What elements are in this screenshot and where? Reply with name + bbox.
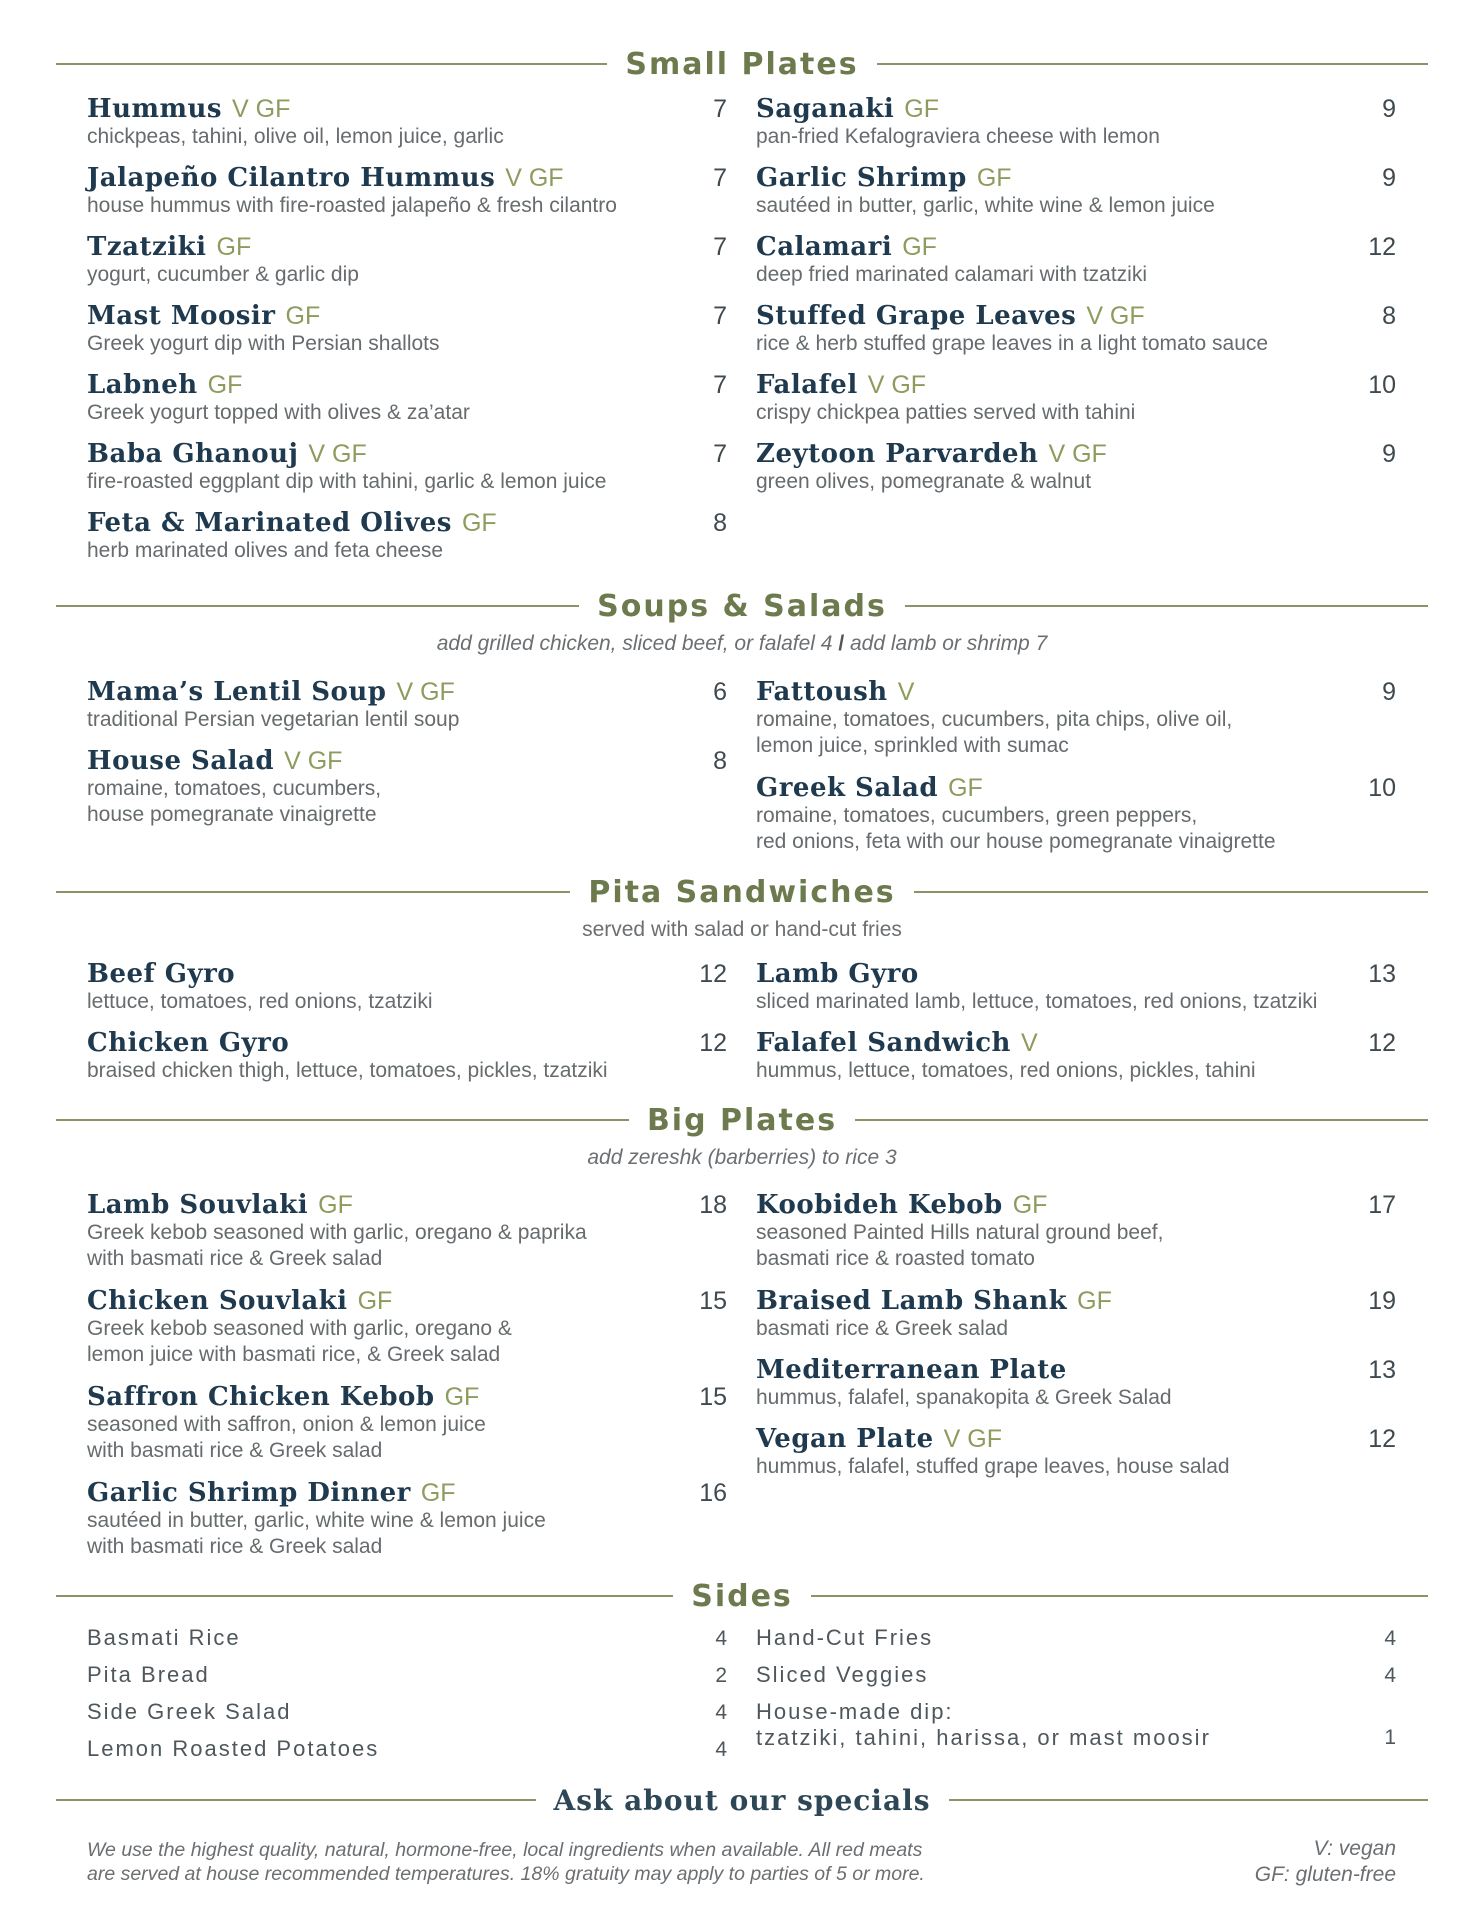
note-separator: / [838,632,845,655]
dietary-tags: V GF [284,747,343,775]
rule-line [56,1119,629,1121]
side-price: 4 [715,1627,727,1650]
item-description: rice & herb stuffed grape leaves in a light tomato sauce [756,332,1269,355]
side-price: 2 [715,1664,727,1687]
item-name: Lamb Souvlaki [87,1190,309,1220]
dietary-tags: GF [444,1383,480,1411]
note-part-a: add grilled chicken, sliced beef, or falafel 4 [436,632,833,655]
menu-item-row [87,94,727,124]
menu-item [756,163,1396,219]
item-price: 12 [1368,1425,1396,1453]
menu-item-row [87,746,727,776]
rule-line [914,891,1428,893]
side-item [87,1662,727,1699]
section-title: Ask about our specials [553,1783,931,1817]
dietary-tags: GF [357,1287,393,1315]
item-name: Beef Gyro [87,959,236,989]
footer-disclaimer [87,1838,1087,1886]
menu-item-row [87,1286,727,1316]
item-description: sliced marinated lamb, lettuce, tomatoes, red onions, tzatziki [756,990,1318,1013]
menu-item-row [756,232,1396,262]
dietary-tags: V [1020,1029,1038,1057]
item-price: 13 [1368,1356,1396,1384]
item-description: hummus, falafel, spanakopita & Greek Salad [756,1386,1172,1409]
item-name: Garlic Shrimp [756,163,967,193]
item-name: Braised Lamb Shank [756,1286,1068,1316]
item-price: 13 [1368,960,1396,988]
menu-item [756,1190,1396,1272]
side-item [87,1736,727,1773]
dietary-tags: V GF [1086,302,1145,330]
item-price: 10 [1368,371,1396,399]
menu-item [87,508,727,564]
item-price: 12 [1368,1029,1396,1057]
dietary-tags: V GF [943,1425,1002,1453]
menu-item-row [756,1028,1396,1058]
side-name [756,1625,933,1651]
item-description: red onions, feta with our house pomegranate vinaigrette [756,830,1276,853]
item-description: traditional Persian vegetarian lentil soup [87,708,460,731]
menu-item-row [87,370,727,400]
rule-line [56,1595,673,1597]
menu-item-row [756,1355,1396,1385]
item-name: Garlic Shrimp Dinner [87,1478,411,1508]
menu-item-row [87,1478,727,1508]
section-title: Soups & Salads [597,588,887,624]
item-name: Fattoush [756,677,888,707]
menu-item-row [756,1286,1396,1316]
menu-item [756,1355,1396,1411]
menu-item-row [756,439,1396,469]
legend-gluten-free: GF: gluten-free [1254,1863,1396,1886]
item-description: house hummus with fire-roasted jalapeño & fresh cilantro [87,194,617,217]
item-description: lemon juice, sprinkled with sumac [756,734,1069,757]
side-price: 1 [1384,1726,1396,1749]
side-name [87,1699,291,1725]
rule-line [56,891,570,893]
side-name-line: Pita Bread [87,1662,210,1687]
menu-item [756,301,1396,357]
dietary-tags: GF [318,1191,353,1219]
side-name-line: Side Greek Salad [87,1699,292,1724]
sides-right [756,1625,1396,1751]
item-name: Saffron Chicken Kebob [87,1382,435,1412]
menu-item-row [87,232,727,262]
legend-vegan: V: vegan [1313,1837,1396,1860]
item-description: fire-roasted eggplant dip with tahini, garlic & lemon juice [87,470,607,493]
item-price: 7 [713,164,727,192]
menu-item-row [87,677,727,707]
side-item [756,1662,1396,1699]
item-name: Chicken Souvlaki [87,1286,348,1316]
side-price: 4 [1384,1627,1396,1650]
dietary-tags: GF [1077,1287,1112,1315]
dietary-tags: GF [902,233,937,261]
section-header-big-plates [56,1100,1428,1140]
menu-item-row [87,439,727,469]
item-price: 10 [1368,774,1396,802]
section-title: Big Plates [646,1102,838,1138]
menu-item-row [87,959,727,989]
item-description: romaine, tomatoes, cucumbers, green peppers, [756,804,1198,827]
menu-item [756,959,1396,1015]
menu-item [756,370,1396,426]
item-name: Calamari [756,232,893,262]
item-description: Greek yogurt topped with olives & za’atar [87,401,470,424]
menu-item [87,163,727,219]
item-name: Chicken Gyro [87,1028,290,1058]
menu-item-row [87,301,727,331]
item-description: hummus, lettuce, tomatoes, red onions, pickles, tahini [756,1059,1256,1082]
item-name: House Salad [87,746,275,776]
item-description: romaine, tomatoes, cucumbers, pita chips, olive oil, [756,708,1233,731]
item-name: Jalapeño Cilantro Hummus [87,163,496,193]
section-header-soups-salads [56,586,1428,626]
dietary-tags: V [897,678,915,706]
side-item [87,1699,727,1736]
section-header-pita [56,872,1428,912]
dietary-tags: GF [904,95,940,123]
side-item [756,1625,1396,1662]
menu-item-row [756,301,1396,331]
item-price: 8 [1382,302,1396,330]
item-description: chickpeas, tahini, olive oil, lemon juice, garlic [87,125,504,148]
big-plates-note: add zereshk (barberries) to rice 3 [587,1146,897,1169]
item-name: Falafel Sandwich [756,1028,1011,1058]
dietary-tags: GF [207,371,243,399]
item-description: yogurt, cucumber & garlic dip [87,263,359,286]
section-title: Pita Sandwiches [588,874,896,910]
menu-item [756,1286,1396,1342]
item-price: 9 [1382,164,1396,192]
dietary-tags: GF [976,164,1012,192]
side-price: 4 [1384,1664,1396,1687]
item-description: green olives, pomegranate & walnut [756,470,1092,493]
item-description: pan-fried Kefalograviera cheese with lemon [756,125,1160,148]
dietary-tags: V GF [308,440,367,468]
menu-item-row [756,1190,1396,1220]
menu-item [756,1424,1396,1480]
item-price: 7 [713,302,727,330]
rule-line [905,605,1428,607]
item-name: Tzatziki [87,232,207,262]
dietary-tags: V GF [1048,440,1107,468]
dietary-tags: GF [420,1479,456,1507]
item-price: 15 [699,1383,727,1411]
item-name: Mama’s Lentil Soup [87,677,387,707]
soups-salads-note [56,632,1428,656]
menu-item [87,94,727,150]
item-price: 7 [713,440,727,468]
menu-item [756,232,1396,288]
menu-item-row [756,163,1396,193]
side-name [87,1625,241,1651]
menu-item [756,677,1396,759]
item-description: with basmati rice & Greek salad [87,1247,383,1270]
item-price: 7 [713,233,727,261]
dietary-tags: GF [285,302,321,330]
menu-item [87,1382,727,1464]
section-title: Sides [691,1578,793,1614]
item-name: Mast Moosir [87,301,276,331]
rule-line [56,1799,536,1801]
rule-line [855,1119,1428,1121]
menu-item-row [87,163,727,193]
item-name: Stuffed Grape Leaves [756,301,1077,331]
item-name: Falafel [756,370,858,400]
menu-item-row [87,1382,727,1412]
menu-item-row [87,508,727,538]
menu-item [87,1478,727,1560]
menu-item [87,1028,727,1084]
item-name: Baba Ghanouj [87,439,299,469]
menu-item [87,1286,727,1368]
side-name-line: tzatziki, tahini, harissa, or mast moosir [756,1725,1211,1750]
side-name [756,1699,1211,1751]
item-price: 6 [713,678,727,706]
side-name-line: Basmati Rice [87,1625,241,1650]
rule-line [56,63,607,65]
rule-line [811,1595,1428,1597]
side-price: 4 [715,1738,727,1761]
menu-item [756,94,1396,150]
item-description: sautéed in butter, garlic, white wine & lemon juice [756,194,1215,217]
item-price: 16 [699,1479,727,1507]
item-name: Vegan Plate [756,1424,934,1454]
rule-line [877,63,1428,65]
rule-line [56,605,579,607]
item-description: sautéed in butter, garlic, white wine & lemon juice [87,1509,546,1532]
menu-item [87,439,727,495]
item-name: Feta & Marinated Olives [87,508,452,538]
item-name: Zeytoon Parvardeh [756,439,1039,469]
item-name: Labneh [87,370,198,400]
dietary-tags: GF [948,774,983,802]
rule-line [949,1799,1429,1801]
item-price: 8 [713,509,727,537]
item-description: hummus, falafel, stuffed grape leaves, house salad [756,1455,1230,1478]
item-description: Greek kebob seasoned with garlic, oregano & paprika [87,1221,587,1244]
item-name: Mediterranean Plate [756,1355,1067,1385]
menu-item [756,773,1396,855]
item-price: 7 [713,371,727,399]
dietary-tags: V GF [396,678,455,706]
item-description: herb marinated olives and feta cheese [87,539,444,562]
footer-line: We use the highest quality, natural, hormone-free, local ingredients when available. All red meats [87,1839,923,1861]
dietary-tags: V GF [505,164,564,192]
side-name-line: Lemon Roasted Potatoes [87,1736,380,1761]
menu-item [756,439,1396,495]
dietary-tags: V GF [867,371,927,399]
item-description: lemon juice with basmati rice, & Greek salad [87,1343,501,1366]
dietary-tags: GF [461,509,497,537]
item-description: braised chicken thigh, lettuce, tomatoes, pickles, tzatziki [87,1059,608,1082]
menu-item-row [756,370,1396,400]
item-price: 12 [699,1029,727,1057]
side-name [87,1662,210,1688]
item-price: 12 [1368,233,1396,261]
dietary-tags: V GF [232,95,291,123]
side-item [756,1699,1396,1751]
side-name-line: Hand-Cut Fries [756,1625,934,1650]
item-price: 9 [1382,95,1396,123]
item-description: romaine, tomatoes, cucumbers, [87,777,382,800]
dietary-tags: GF [1012,1191,1048,1219]
menu-item [87,959,727,1015]
section-header-specials [56,1780,1428,1820]
side-name [756,1662,928,1688]
item-description: deep fried marinated calamari with tzatziki [756,263,1148,286]
item-price: 8 [713,747,727,775]
menu-item [756,1028,1396,1084]
item-description: lettuce, tomatoes, red onions, tzatziki [87,990,433,1013]
item-name: Greek Salad [756,773,939,803]
item-description: Greek kebob seasoned with garlic, oregano & [87,1317,512,1340]
item-name: Saganaki [756,94,895,124]
legend [1255,1836,1396,1888]
item-price: 9 [1382,678,1396,706]
item-description: basmati rice & roasted tomato [756,1247,1035,1270]
section-header-sides [56,1576,1428,1616]
item-description: crispy chickpea patties served with tahini [756,401,1136,424]
item-price: 12 [699,960,727,988]
side-name [87,1736,379,1762]
menu-item-row [87,1028,727,1058]
section-title: Small Plates [625,46,859,82]
item-name: Hummus [87,94,223,124]
section-header-small-plates [56,44,1428,84]
menu-item-row [87,1190,727,1220]
item-description: house pomegranate vinaigrette [87,803,377,826]
menu-item-row [756,1424,1396,1454]
item-name: Koobideh Kebob [756,1190,1003,1220]
item-price: 9 [1382,440,1396,468]
sides-left [87,1625,727,1773]
item-price: 19 [1368,1287,1396,1315]
menu-item-row [756,773,1396,803]
side-price: 4 [715,1701,727,1724]
item-price: 17 [1368,1191,1396,1219]
note-part-b: add lamb or shrimp 7 [850,632,1048,655]
item-price: 15 [699,1287,727,1315]
menu-item [87,232,727,288]
menu-item-row [756,94,1396,124]
menu-item [87,301,727,357]
menu-item [87,370,727,426]
menu-item-row [756,959,1396,989]
menu-item [87,677,727,733]
side-item [87,1625,727,1662]
item-description: with basmati rice & Greek salad [87,1535,383,1558]
item-description: basmati rice & Greek salad [756,1317,1009,1340]
item-description: with basmati rice & Greek salad [87,1439,383,1462]
side-name-line: Sliced Veggies [756,1662,929,1687]
menu-item [87,746,727,828]
item-price: 18 [699,1191,727,1219]
menu-item-row [756,677,1396,707]
footer-line: are served at house recommended temperatures. 18% gratuity may apply to parties of 5 or more. [87,1863,925,1885]
side-name-line: House-made dip: [756,1699,954,1724]
item-description: Greek yogurt dip with Persian shallots [87,332,440,355]
item-description: seasoned with saffron, onion & lemon juice [87,1413,486,1436]
item-price: 7 [713,95,727,123]
dietary-tags: GF [216,233,252,261]
menu-item [87,1190,727,1272]
item-name: Lamb Gyro [756,959,919,989]
pita-note: served with salad or hand-cut fries [582,918,902,941]
item-description: seasoned Painted Hills natural ground beef, [756,1221,1164,1244]
